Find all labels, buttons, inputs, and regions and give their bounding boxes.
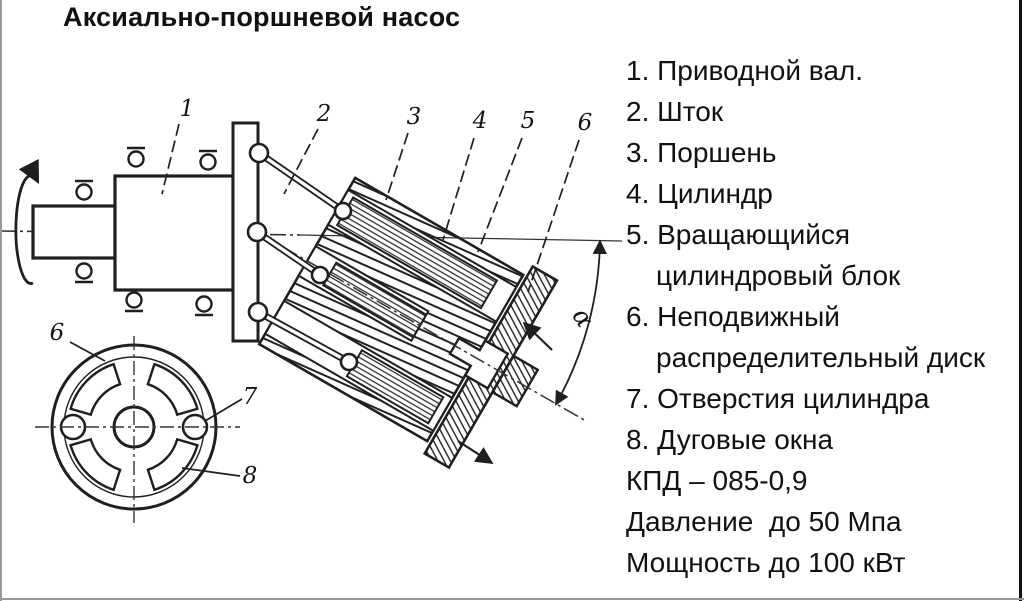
bearing-icon	[75, 181, 93, 200]
alpha-label: α	[566, 302, 600, 333]
legend-list	[626, 50, 985, 583]
end-view-callout-7: 7	[242, 384, 258, 410]
legend-item-7: 7. Отверстия цилиндра	[626, 383, 930, 414]
legend-item-1: 1. Приводной вал.	[626, 55, 864, 86]
legend-item-8: 8. Дуговые окна	[626, 424, 834, 455]
legend-item-3: 3. Поршень	[626, 137, 777, 168]
callout-4: 4	[472, 108, 488, 134]
bearing-icon	[127, 148, 145, 167]
bearing-icon	[195, 297, 213, 316]
bearing-icon	[75, 264, 93, 283]
page-border-bottom	[0, 598, 1024, 600]
end-view-callout-8: 8	[242, 463, 258, 489]
legend-item-6-cont: распределительный диск	[656, 342, 986, 373]
page-title: Аксиально-поршневой насос	[63, 2, 461, 32]
end-view-callout-6: 6	[49, 320, 65, 346]
legend-item-2: 2. Шток	[626, 96, 724, 127]
callout-3: 3	[406, 104, 422, 130]
spec-efficiency: КПД – 085-0,9	[626, 465, 808, 496]
callout-6: 6	[577, 110, 593, 136]
piston-rod	[250, 144, 351, 219]
spec-pressure: Давление до 50 Мпа	[626, 506, 902, 537]
callout-1: 1	[179, 96, 195, 122]
page-border-right	[1019, 0, 1022, 601]
callout-5: 5	[520, 108, 536, 134]
cylinder-block	[253, 167, 581, 481]
drive-shaft	[33, 176, 233, 290]
legend-item-4: 4. Цилиндр	[626, 178, 773, 209]
page-border-left	[0, 0, 2, 601]
end-view	[35, 320, 258, 523]
bearing-icon	[125, 293, 143, 312]
legend-item-5-cont: цилиндровый блок	[656, 260, 901, 291]
legend-item-5: 5. Вращающийся	[626, 219, 851, 250]
spec-power: Мощность до 100 кВт	[626, 547, 906, 578]
callout-2: 2	[316, 101, 332, 127]
legend-item-6: 6. Неподвижный	[626, 301, 840, 332]
bearing-icon	[199, 151, 217, 170]
